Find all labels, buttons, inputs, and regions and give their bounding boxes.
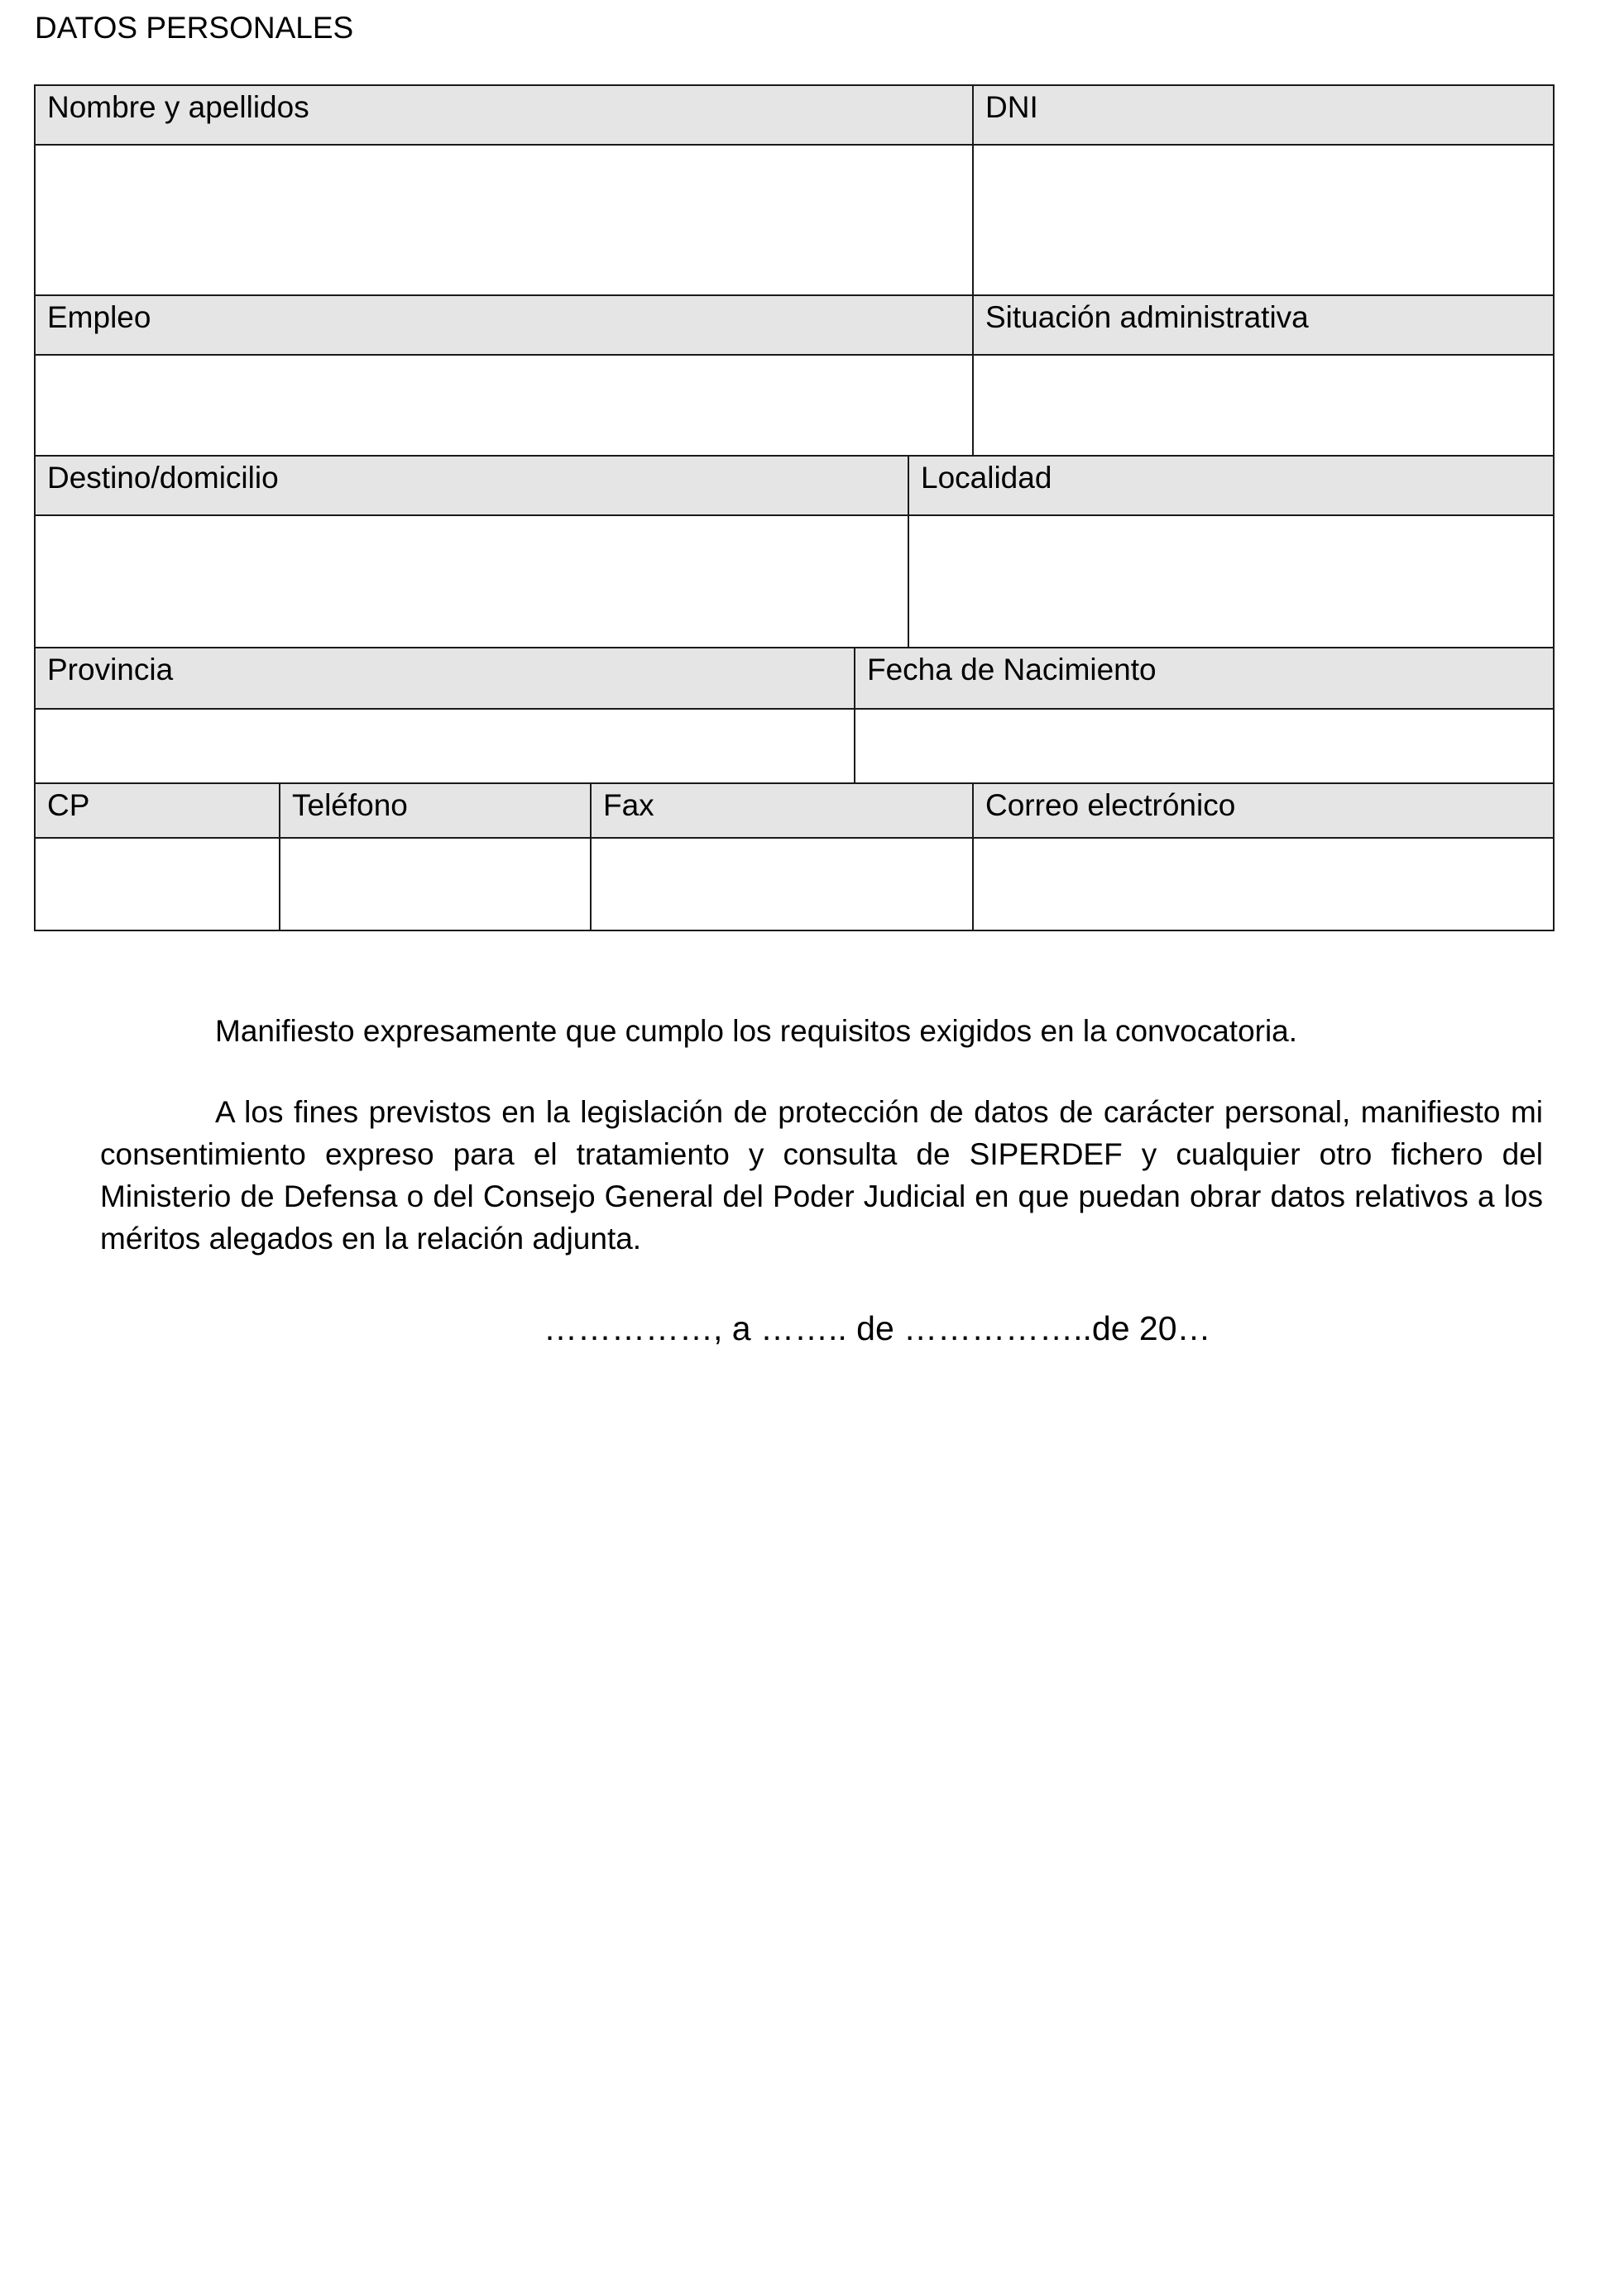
localidad-label: Localidad [908, 455, 1555, 516]
section-title: DATOS PERSONALES [35, 11, 354, 45]
localidad-field[interactable] [908, 514, 1555, 648]
correo-electronico-field[interactable] [972, 837, 1555, 931]
fecha-nacimiento-label: Fecha de Nacimiento [854, 647, 1555, 710]
fax-field[interactable] [590, 837, 974, 931]
situacion-administrativa-field[interactable] [972, 354, 1555, 457]
fecha-nacimiento-field[interactable] [854, 708, 1555, 784]
dni-label: DNI [972, 84, 1555, 146]
cp-label: CP [34, 782, 280, 839]
dni-field[interactable] [972, 144, 1555, 296]
destino-domicilio-label: Destino/domicilio [34, 455, 909, 516]
provincia-field[interactable] [34, 708, 855, 784]
correo-electronico-label: Correo electrónico [972, 782, 1555, 839]
situacion-administrativa-label: Situación administrativa [972, 294, 1555, 356]
consent-declaration: A los fines previstos en la legislación de protección de datos de carácter personal, manifiesto mi consentimiento expreso para el tratamiento y consulta de SIPERDEF y cualquier otro fichero del Ministerio de Defensa o del Consejo General del Poder Judicial en que puedan obrar datos relativos a los méritos alegados en la relación adjunta. [100, 1095, 1543, 1256]
empleo-label: Empleo [34, 294, 974, 356]
destino-domicilio-field[interactable] [34, 514, 909, 648]
telefono-field[interactable] [279, 837, 592, 931]
personal-data-form [34, 84, 1555, 931]
cp-field[interactable] [34, 837, 280, 931]
empleo-field[interactable] [34, 354, 974, 457]
telefono-label: Teléfono [279, 782, 592, 839]
provincia-label: Provincia [34, 647, 855, 710]
nombre-apellidos-field[interactable] [34, 144, 974, 296]
requisitos-declaration: Manifiesto expresamente que cumplo los requisitos exigidos en la convocatoria. [215, 1014, 1298, 1048]
date-line: ……………, a …….. de ……………..de 20… [544, 1309, 1211, 1347]
nombre-apellidos-label: Nombre y apellidos [34, 84, 974, 146]
fax-label: Fax [590, 782, 974, 839]
